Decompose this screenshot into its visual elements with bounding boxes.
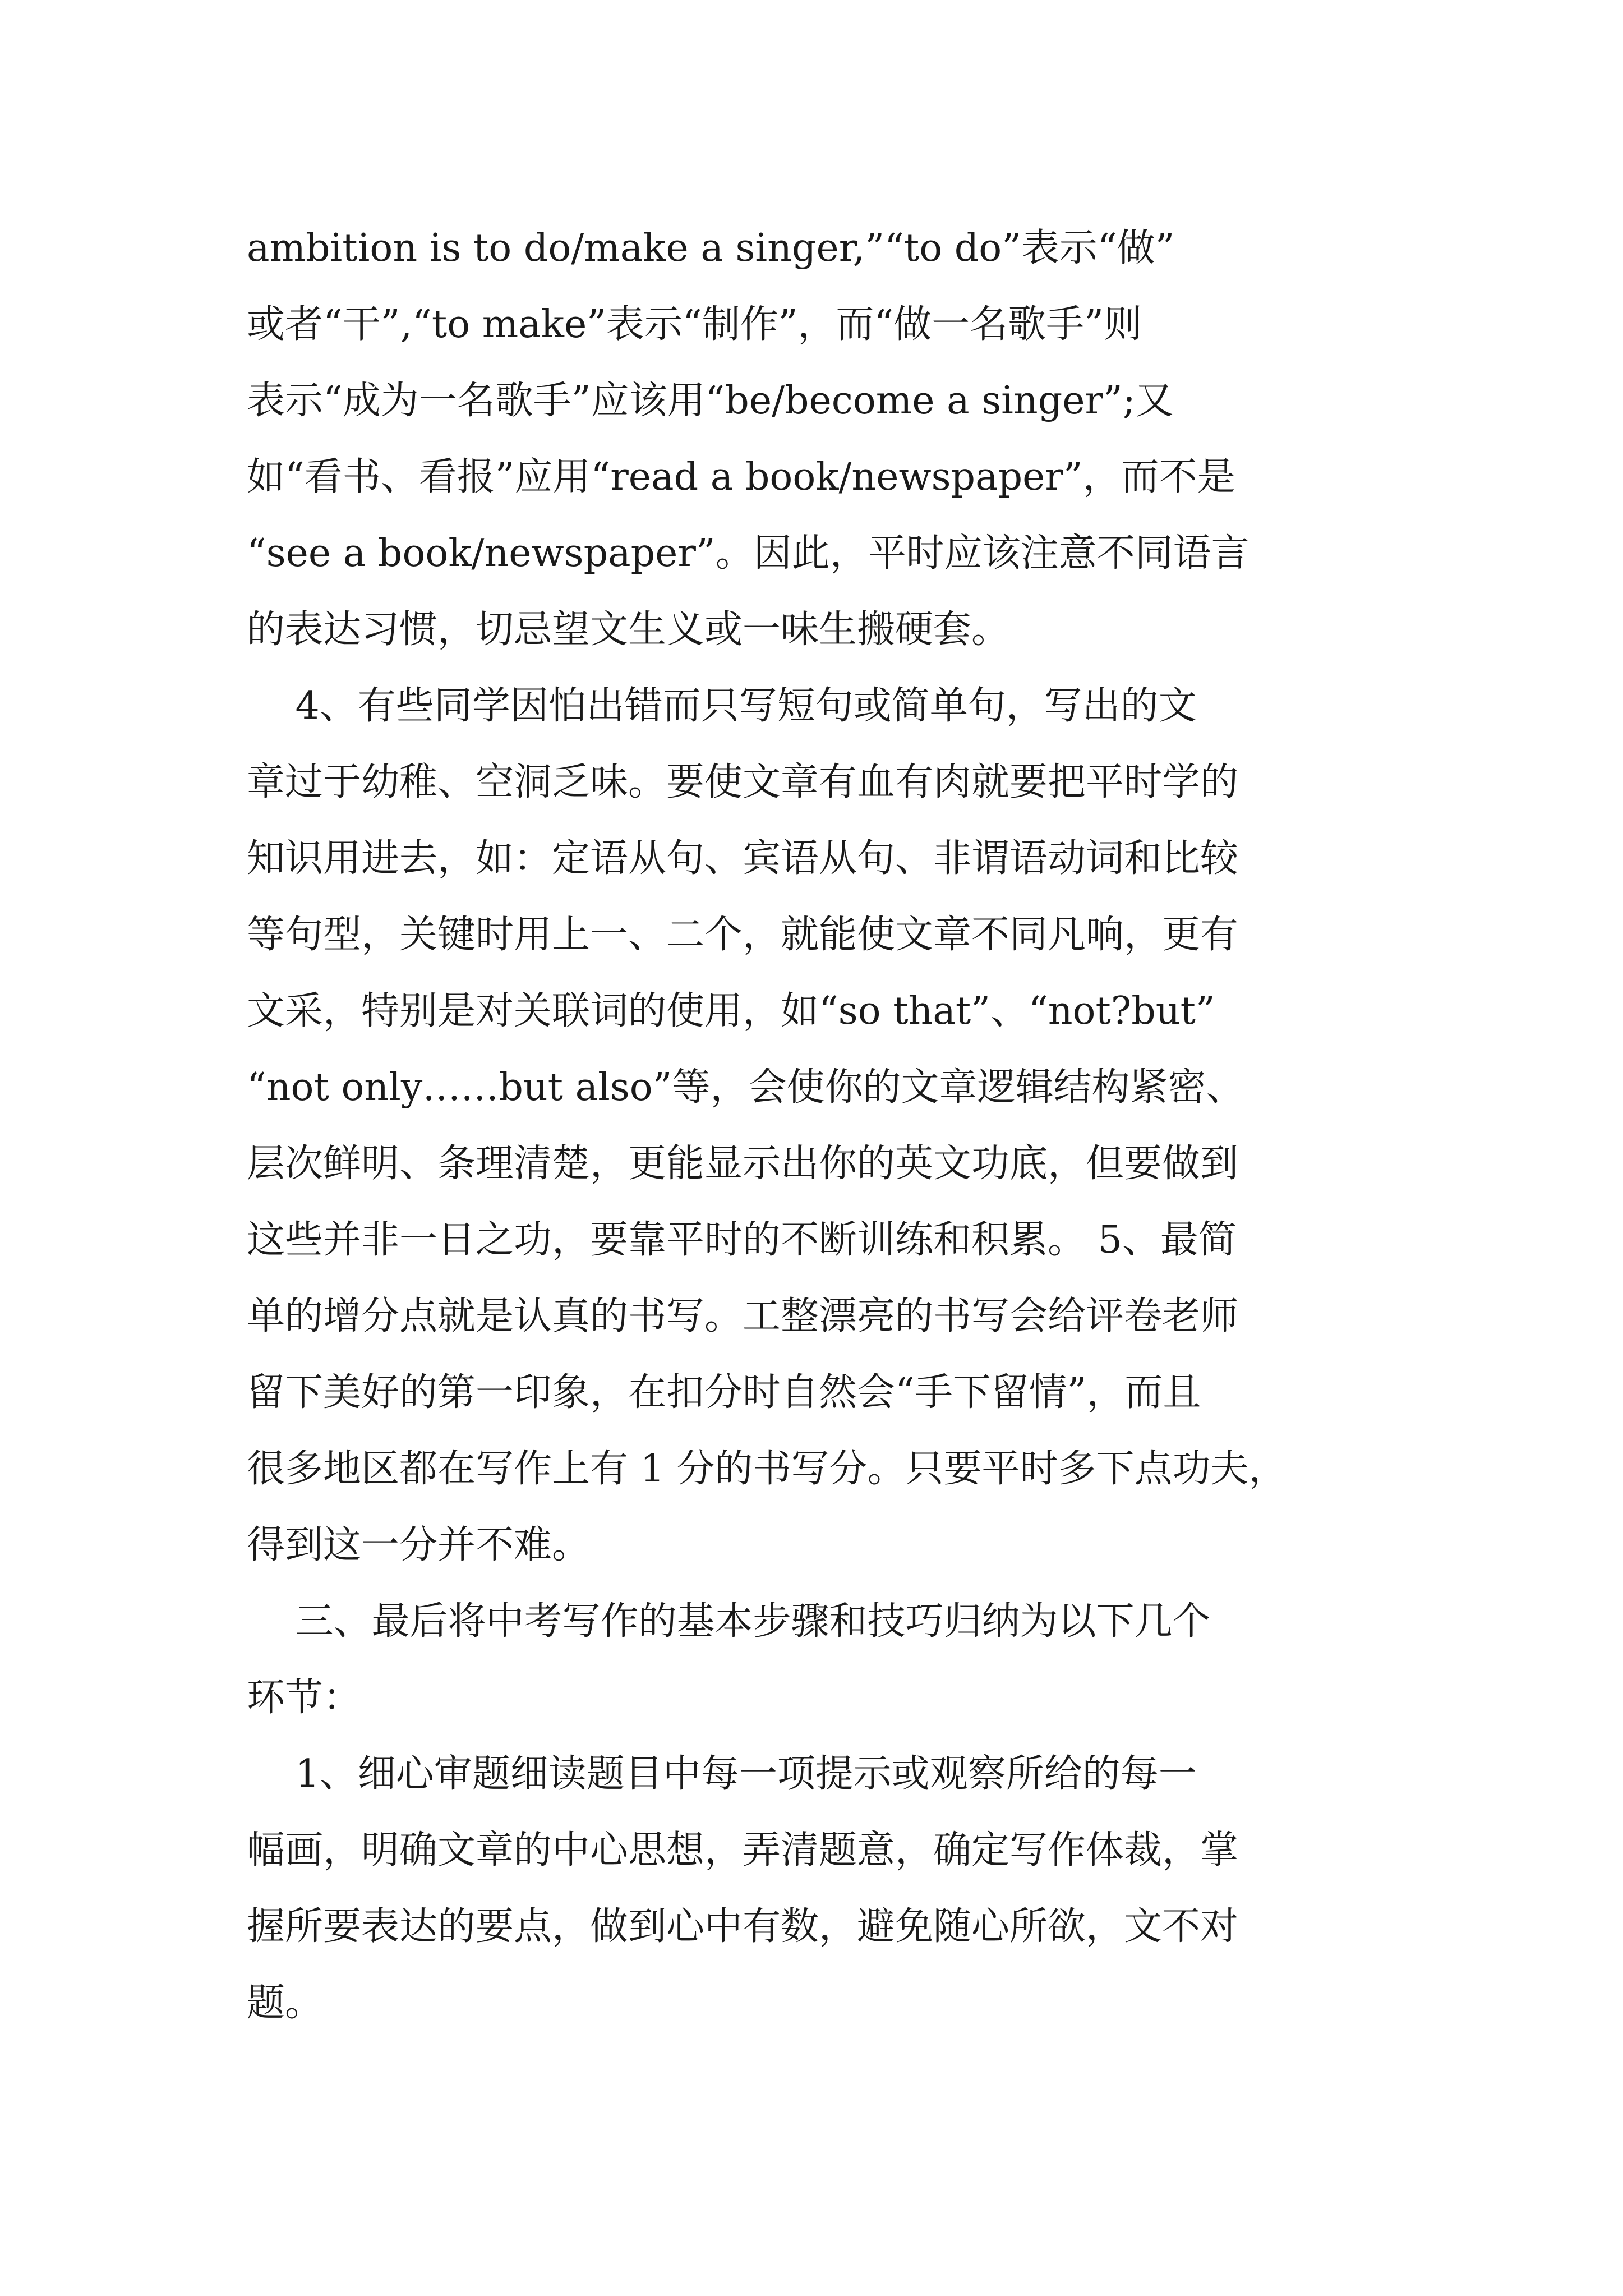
- text-line: 或者“干”,“to make”表示“制作”，而“做一名歌手”则: [247, 302, 1142, 347]
- text-line: 握所要表达的要点，做到心中有数，避免随心所欲，文不对: [247, 1904, 1239, 1949]
- paragraph-section-3-heading: [247, 1584, 1385, 1736]
- text-line: 章过于幼稚、空洞乏味。要使文章有血有肉就要把平时学的: [247, 760, 1239, 804]
- text-line: 层次鲜明、条理清楚，更能显示出你的英文功底，但要做到: [247, 1142, 1239, 1186]
- text-line: 1、细心审题细读题目中每一项提示或观察所给的每一: [247, 1752, 1197, 1796]
- text-line: 很多地区都在写作上有 1 分的书写分。只要平时多下点功夫，: [247, 1447, 1287, 1491]
- text-line: 表示“成为一名歌手”应该用“be/become a singer”;又: [247, 379, 1174, 423]
- text-line: 环节：: [247, 1676, 362, 1720]
- paragraph-point-4-5: [247, 668, 1385, 1584]
- text-line: 题。: [247, 1981, 324, 2025]
- body-text: [247, 210, 1385, 2041]
- text-line: 三、最后将中考写作的基本步骤和技巧归纳为以下几个: [247, 1599, 1211, 1644]
- text-line: “see a book/newspaper”。因此，平时应该注意不同语言: [247, 531, 1249, 576]
- text-line: 如“看书、看报”应用“read a book/newspaper”，而不是: [247, 455, 1235, 499]
- text-line: 的表达习惯，切忌望文生义或一味生搬硬套。: [247, 608, 1010, 652]
- text-line: 文采，特别是对关联词的使用，如“so that”、“not?but”: [247, 989, 1215, 1033]
- text-line: 得到这一分并不难。: [247, 1523, 591, 1567]
- paragraph-step-1: [247, 1736, 1385, 2041]
- text-line: 这些并非一日之功，要靠平时的不断训练和积累。 5、最简: [247, 1218, 1237, 1262]
- text-line: 单的增分点就是认真的书写。工整漂亮的书写会给评卷老师: [247, 1294, 1239, 1338]
- text-line: 幅画，明确文章的中心思想，弄清题意，确定写作体裁，掌: [247, 1828, 1239, 1872]
- paragraph-word-usage-continued: [247, 210, 1385, 668]
- text-line: 留下美好的第一印象，在扣分时自然会“手下留情”，而且: [247, 1370, 1201, 1415]
- text-line: 知识用进去，如：定语从句、宾语从句、非谓语动词和比较: [247, 836, 1239, 881]
- text-line: 4、有些同学因怕出错而只写短句或简单句，写出的文: [247, 684, 1197, 728]
- text-line: 等句型，关键时用上一、二个，就能使文章不同凡响，更有: [247, 913, 1239, 957]
- text-line: ambition is to do/make a singer,”“to do”表示“做”: [247, 226, 1175, 270]
- text-line: “not only……but also”等，会使你的文章逻辑结构紧密、: [247, 1065, 1244, 1110]
